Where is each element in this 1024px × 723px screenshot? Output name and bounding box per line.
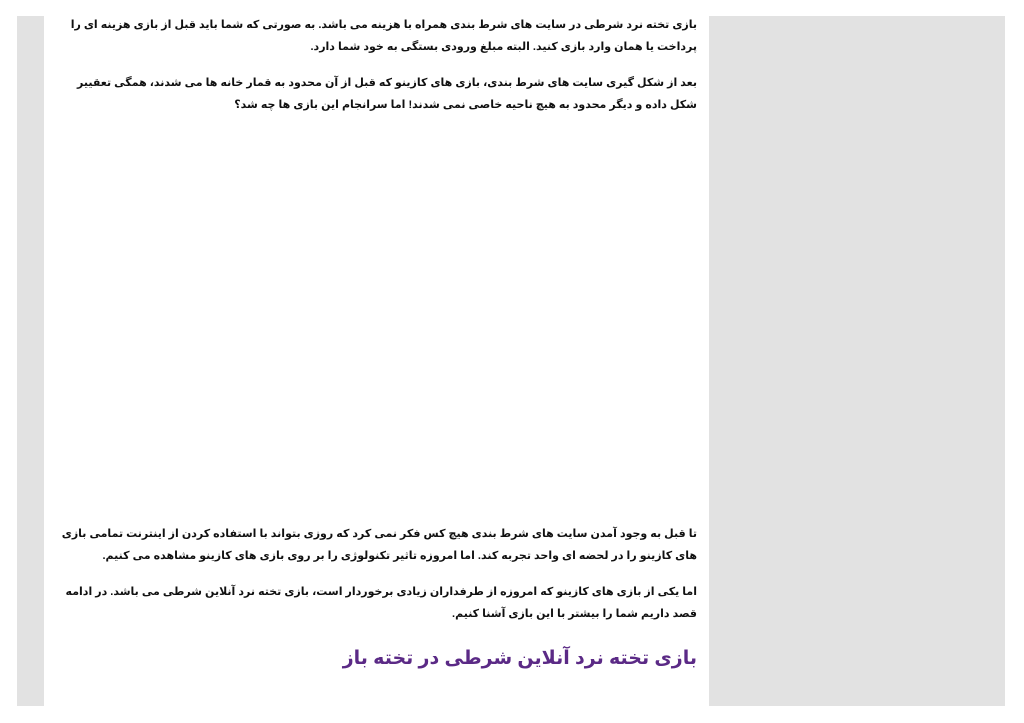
- article-paragraph: تا قبل به وجود آمدن سایت های شرط بندی هیچ کس فکر نمی کرد که روزی بتواند با استفاده کردن از اینترنت تمامی بازی های کازینو را در لحضه ای واحد تجربه کند. اما امروزه تاثیر تکنولوژی را بر روی بازی های کازینو مشاهده می کنیم.: [61, 528, 697, 562]
- article-paragraph: بازی تخته نرد شرطی در سایت های شرط بندی همراه با هزینه می باشد. به صورتی که شما باید قبل از بازی هزینه ای را پرداخت یا همان وارد بازی کنید. البته مبلغ ورودی بستگی به خود شما دارد.: [70, 19, 697, 53]
- article-paragraph: اما یکی از بازی های کازینو که امروزه از طرفداران زیادی برخوردار است، بازی تخته نرد آنلاین شرطی می باشد. در ادامه قصد داریم شما را بیشتر با این بازی آشنا کنیم.: [65, 586, 697, 620]
- main-content: [44, 0, 709, 706]
- article-bottom-block: [56, 523, 697, 625]
- article-top-block: [56, 14, 697, 116]
- ad-placeholder: [56, 128, 697, 513]
- article-paragraph: بعد از شکل گیری سایت های شرط بندی، بازی های کازینو که قبل از آن محدود به قمار خانه ها می شدند، همگی تعقییر شکل داده و دیگر محدود به هیچ ناحیه خاصی نمی شدند! اما سرانجام این بازی ها چه شد؟: [77, 77, 697, 111]
- section-heading-wrap: [56, 644, 697, 674]
- left-gutter: [17, 16, 44, 706]
- section-heading: بازی تخته نرد آنلاین شرطی در تخته باز: [342, 648, 697, 669]
- sidebar: [709, 16, 1005, 706]
